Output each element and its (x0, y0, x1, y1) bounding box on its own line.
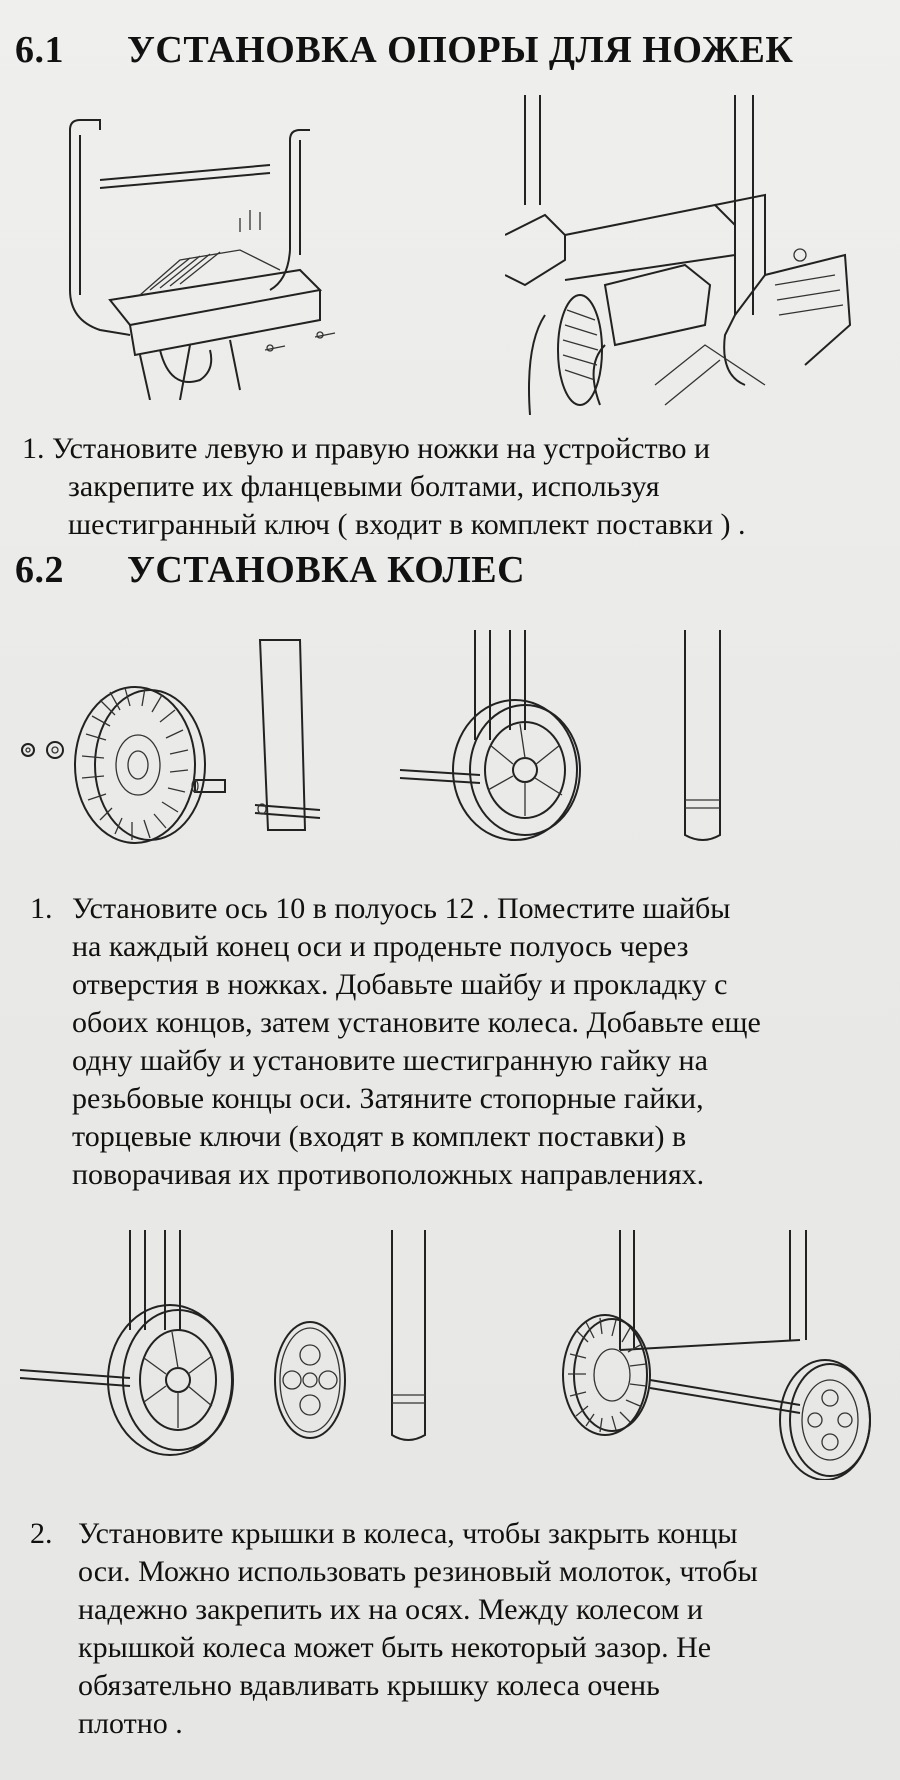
instruction-6-2-step-1 (30, 890, 761, 1194)
instruction-line: обязательно вдавливать крышку колеса очень (78, 1669, 660, 1702)
wheel-axle-parts-illustration (20, 620, 880, 860)
instruction-line: поворачивая их противоположных направлениях. (72, 1158, 705, 1191)
instruction-line: обоих концов, затем установите колеса. Добавьте еще (72, 1006, 761, 1039)
section-number: 6.1 (15, 29, 64, 71)
step-marker: 1. (22, 432, 45, 465)
wheel-cap-installation-illustration (20, 1220, 880, 1480)
section-heading-6-1 (15, 28, 793, 72)
instruction-line: отверстия в ножках. Добавьте шайбу и прокладку с (72, 968, 728, 1001)
instruction-line: Установите крышки в колеса, чтобы закрыть концы (78, 1517, 738, 1550)
step-marker: 1. (30, 892, 53, 925)
instruction-line: крышкой колеса может быть некоторый зазор. Не (78, 1631, 712, 1664)
step-marker: 2. (30, 1517, 53, 1550)
section-title: УСТАНОВКА КОЛЕС (127, 549, 526, 591)
instruction-line: Установите ось 10 в полуось 12 . Поместите шайбы (72, 892, 731, 925)
instruction-line: резьбовые концы оси. Затяните стопорные гайки, (72, 1082, 704, 1115)
instruction-line: шестигранный ключ ( входит в комплект поставки ) . (68, 508, 746, 541)
instruction-line: оси. Можно использовать резиновый молоток, чтобы (78, 1555, 758, 1588)
generator-frame-illustration (40, 100, 370, 400)
generator-leg-closeup-illustration (505, 85, 870, 415)
section-number: 6.2 (15, 549, 64, 591)
instruction-line: Установите левую и правую ножки на устройство и (52, 432, 711, 465)
instruction-line: надежно закрепить их на осях. Между колесом и (78, 1593, 704, 1626)
section-title: УСТАНОВКА ОПОРЫ ДЛЯ НОЖЕК (127, 29, 794, 71)
instruction-6-1-step-1 (22, 430, 746, 544)
instruction-line: плотно . (78, 1707, 183, 1740)
instruction-6-2-step-2 (30, 1515, 758, 1743)
instruction-line: на каждый конец оси и проденьте полуось через (72, 930, 689, 963)
instruction-line: торцевые ключи (входят в комплект поставки) в (72, 1120, 687, 1153)
instruction-line: закрепите их фланцевыми болтами, используя (68, 470, 660, 503)
instruction-line: одну шайбу и установите шестигранную гайку на (72, 1044, 708, 1077)
section-heading-6-2 (15, 548, 525, 592)
